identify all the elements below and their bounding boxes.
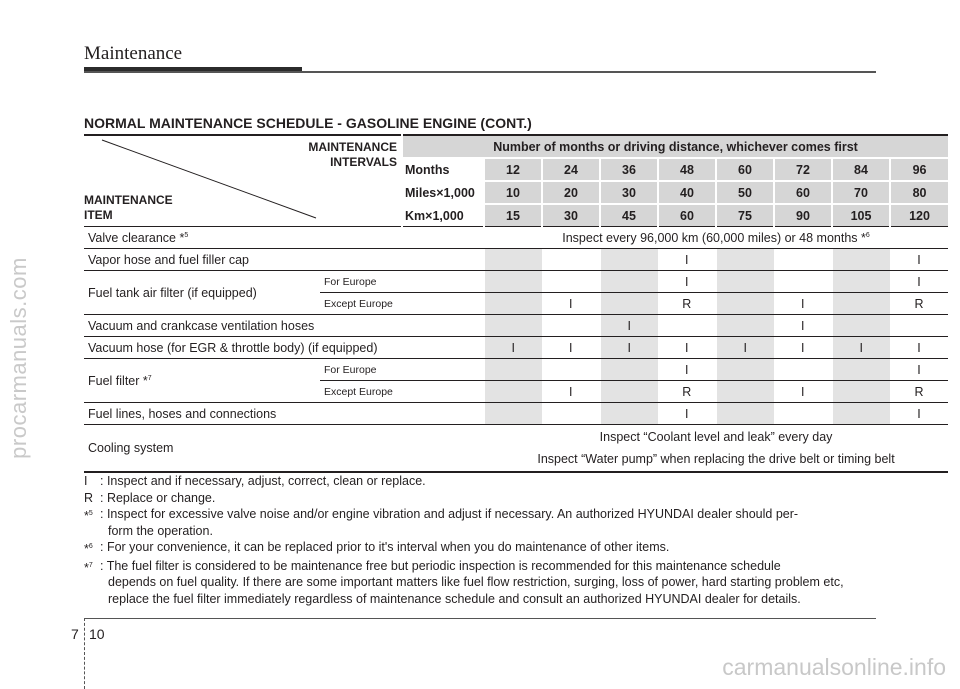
interval-value: 40 (658, 181, 716, 204)
schedule-cell (600, 381, 658, 403)
region-label: For Europe (320, 271, 484, 293)
schedule-cell (716, 403, 774, 425)
table-row (84, 271, 948, 293)
maintenance-item: Cooling system (84, 425, 484, 473)
footer-divider (84, 618, 85, 689)
schedule-span-cell: Inspect every 96,000 km (60,000 miles) or 48 months *$^6$ (484, 227, 948, 249)
schedule-cell (832, 293, 890, 315)
legend-note: *$^6$ : For your convenience, it can be replaced prior to it's interval when you do maintenance of other items. (84, 540, 670, 557)
schedule-cell (484, 315, 542, 337)
schedule-cell (600, 403, 658, 425)
interval-value: 48 (658, 158, 716, 181)
schedule-cell: I (832, 337, 890, 359)
schedule-cell (832, 359, 890, 381)
schedule-cell (774, 249, 832, 271)
schedule-cell: I (890, 249, 948, 271)
interval-value: 80 (890, 181, 948, 204)
schedule-cell: I (774, 337, 832, 359)
schedule-cell (484, 271, 542, 293)
schedule-cell: I (890, 337, 948, 359)
legend-note: R : Replace or change. (84, 490, 216, 505)
interval-value: 60 (716, 158, 774, 181)
interval-value: 20 (542, 181, 600, 204)
schedule-cell: I (484, 337, 542, 359)
schedule-span-cell: Inspect “Coolant level and leak” every day Inspect “Water pump” when replacing the drive belt or timing belt (484, 425, 948, 473)
schedule-cell (832, 403, 890, 425)
section-title: NORMAL MAINTENANCE SCHEDULE - GASOLINE ENGINE (CONT.) (84, 115, 532, 131)
maintenance-item: Vacuum hose (for EGR & throttle body) (if equipped) (84, 337, 484, 359)
maintenance-item: Fuel tank air filter (if equipped) (84, 271, 320, 315)
schedule-cell (484, 381, 542, 403)
schedule-cell (716, 271, 774, 293)
maintenance-item: Vacuum and crankcase ventilation hoses (84, 315, 484, 337)
schedule-cell (658, 315, 716, 337)
schedule-cell (832, 381, 890, 403)
schedule-cell (716, 249, 774, 271)
schedule-cell: I (658, 249, 716, 271)
region-label: Except Europe (320, 293, 484, 315)
schedule-cell: I (542, 337, 600, 359)
interval-value: 84 (832, 158, 890, 181)
schedule-cell: R (890, 381, 948, 403)
interval-value: 70 (832, 181, 890, 204)
interval-value: 120 (890, 204, 948, 227)
schedule-cell (774, 403, 832, 425)
schedule-cell: I (658, 403, 716, 425)
schedule-cell: R (658, 293, 716, 315)
schedule-cell: I (600, 337, 658, 359)
table-row (84, 359, 948, 381)
interval-value: 96 (890, 158, 948, 181)
interval-value: 30 (600, 181, 658, 204)
interval-value: 12 (484, 158, 542, 181)
schedule-cell: I (600, 315, 658, 337)
corner-item-label: MAINTENANCE ITEM (84, 193, 173, 222)
chapter-number: 7 (71, 626, 79, 642)
maintenance-item: Vapor hose and fuel filler cap (84, 249, 484, 271)
watermark-left: procarmanuals.com (6, 257, 31, 459)
schedule-cell: I (890, 359, 948, 381)
table-row (84, 227, 948, 249)
schedule-cell (600, 249, 658, 271)
interval-value: 30 (542, 204, 600, 227)
schedule-cell: R (890, 293, 948, 315)
region-label: For Europe (320, 359, 484, 381)
schedule-cell (542, 359, 600, 381)
schedule-cell (600, 293, 658, 315)
schedule-cell (832, 271, 890, 293)
schedule-cell (716, 293, 774, 315)
maintenance-item: Fuel lines, hoses and connections (84, 403, 484, 425)
schedule-cell (832, 249, 890, 271)
legend-note: *$^5$ : Inspect for excessive valve noise and/or engine vibration and adjust if necessary. An authorized HYUNDAI dealer should per- form the operation. (84, 507, 799, 538)
schedule-cell (484, 403, 542, 425)
watermark-bottom: carmanualsonline.info (722, 654, 946, 680)
schedule-cell (716, 315, 774, 337)
schedule-cell (484, 293, 542, 315)
schedule-cell (600, 271, 658, 293)
interval-value: 75 (716, 204, 774, 227)
schedule-cell: I (774, 315, 832, 337)
region-label: Except Europe (320, 381, 484, 403)
interval-value: 10 (484, 181, 542, 204)
schedule-cell: I (774, 381, 832, 403)
schedule-cell: I (890, 403, 948, 425)
schedule-cell (484, 249, 542, 271)
interval-unit-label: Km×1,000 (402, 204, 484, 227)
interval-value: 60 (658, 204, 716, 227)
schedule-cell: I (542, 293, 600, 315)
legend-note: *$^7$ : The fuel filter is considered to be maintenance free but periodic inspection is recommended for this maintenance schedule depends on fuel quality. If there are some important matters like fuel flow restriction, surging, loss of power, hard starting problem etc, replace the fuel filter immediately regardless of maintenance schedule and consult an authorized HYUNDAI dealer for details. (84, 558, 844, 606)
page-header-title: Maintenance (84, 43, 183, 64)
page-number: 10 (89, 626, 105, 642)
schedule-cell (542, 315, 600, 337)
interval-value: 50 (716, 181, 774, 204)
table-corner-header (84, 135, 402, 227)
schedule-cell (542, 403, 600, 425)
interval-unit-label: Months (402, 158, 484, 181)
schedule-cell (542, 271, 600, 293)
schedule-cell: I (890, 271, 948, 293)
schedule-cell (542, 249, 600, 271)
schedule-cell (600, 359, 658, 381)
table-row (84, 425, 948, 473)
interval-value: 24 (542, 158, 600, 181)
interval-value: 90 (774, 204, 832, 227)
corner-intervals-label: MAINTENANCE INTERVALS (308, 140, 397, 169)
interval-value: 45 (600, 204, 658, 227)
schedule-cell (484, 359, 542, 381)
header-rule (84, 71, 876, 73)
schedule-cell: R (658, 381, 716, 403)
legend-notes (84, 473, 884, 607)
schedule-cell (774, 359, 832, 381)
maintenance-item: Fuel filter *$^7$ (84, 359, 320, 403)
schedule-cell (716, 381, 774, 403)
interval-value: 15 (484, 204, 542, 227)
table-row (84, 403, 948, 425)
table-row (84, 315, 948, 337)
interval-value: 72 (774, 158, 832, 181)
table-row (84, 249, 948, 271)
header-span: Number of months or driving distance, whichever comes first (402, 135, 948, 158)
schedule-cell: I (658, 337, 716, 359)
schedule-cell (890, 315, 948, 337)
schedule-cell: I (658, 271, 716, 293)
interval-value: 36 (600, 158, 658, 181)
legend-note: I : Inspect and if necessary, adjust, correct, clean or replace. (84, 474, 426, 488)
schedule-cell: I (542, 381, 600, 403)
schedule-cell: I (658, 359, 716, 381)
interval-value: 105 (832, 204, 890, 227)
schedule-cell (774, 271, 832, 293)
table-row (84, 337, 948, 359)
footer-rule (84, 618, 876, 619)
maintenance-table (84, 134, 930, 473)
interval-unit-label: Miles×1,000 (402, 181, 484, 204)
maintenance-item: Valve clearance *$^5$ (84, 227, 484, 249)
schedule-cell: I (774, 293, 832, 315)
schedule-cell: I (716, 337, 774, 359)
interval-value: 60 (774, 181, 832, 204)
schedule-cell (716, 359, 774, 381)
schedule-cell (832, 315, 890, 337)
